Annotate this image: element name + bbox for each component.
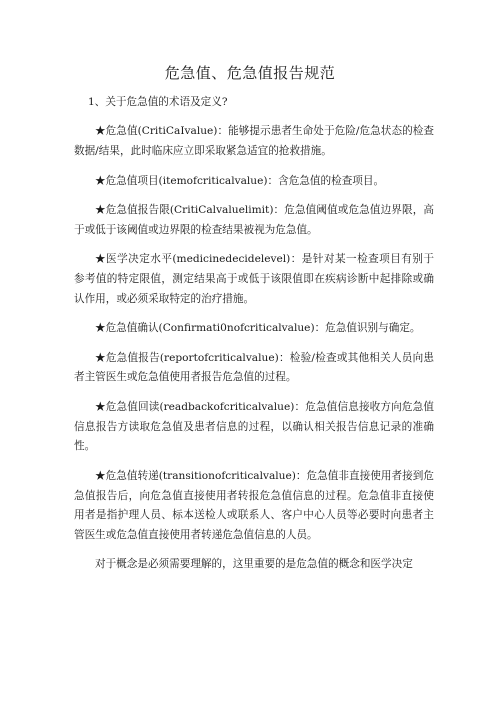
paragraph-definition-critical-item: ★危急值项目(itemofcriticalvalue)：含危急值的检查项目。 bbox=[95, 174, 385, 187]
paragraph-definition-critical-limit: ★危急值报告限(CritiCalvaluelimit)：危急值阈值或危急值边界限，高于或低于该阈值或边界限的检查结果被视为危急值。 bbox=[74, 203, 434, 236]
paragraph-definition-confirmation: ★危急值确认(Confirmati0nofcriticalvalue)：危急值识别与确定。 bbox=[95, 322, 421, 335]
document-title: 危急值、危急值报告规范 bbox=[164, 64, 336, 82]
paragraph-definition-readback: ★危急值回读(readbackofcriticalvalue)：危急值信息接收方向危急值信息报告方读取危急值及患者信息的过程，以确认相关报告信息记录的准确性。 bbox=[74, 400, 434, 453]
document-body bbox=[74, 93, 434, 585]
paragraph-definition-transition: ★危急值转递(transitionofcriticalvalue)：危急值非直接使用者接到危急值报告后，向危急值直接使用者转报危急值信息的过程。危急值非直接使用者是指护理人员、标本送检人或联系人、客户中心人员等必要时向患者主管医生或危急值直接使用者转递危急值信息的人员。 bbox=[74, 469, 434, 542]
paragraph-definition-critical-value: ★危急值(CritiCaIvalue)：能够提示患者生命处于危险/危急状态的检查数据/结果，此时临床应立即采取紧急适宜的抢救措施。 bbox=[74, 125, 434, 158]
paragraph-closing-note: 对于概念是必须需要理解的，这里重要的是危急值的概念和医学决定 bbox=[95, 558, 413, 571]
paragraph-definition-report: ★危急值报告(reportofcriticalvalue)：检验/检查或其他相关人员向患者主管医生或危急值使用者报告危急值的过程。 bbox=[74, 351, 434, 384]
paragraph-section-heading: 1、关于危急值的术语及定义? bbox=[88, 96, 228, 108]
paragraph-definition-decide-level: ★医学决定水平(medicinedecidelevel)：是针对某一检查项目有别于参考值的特定限值，测定结果高于或低于该限值即在疾病诊断中起排除或确认作用，或必须采取特定的治疗措施。 bbox=[74, 253, 434, 305]
